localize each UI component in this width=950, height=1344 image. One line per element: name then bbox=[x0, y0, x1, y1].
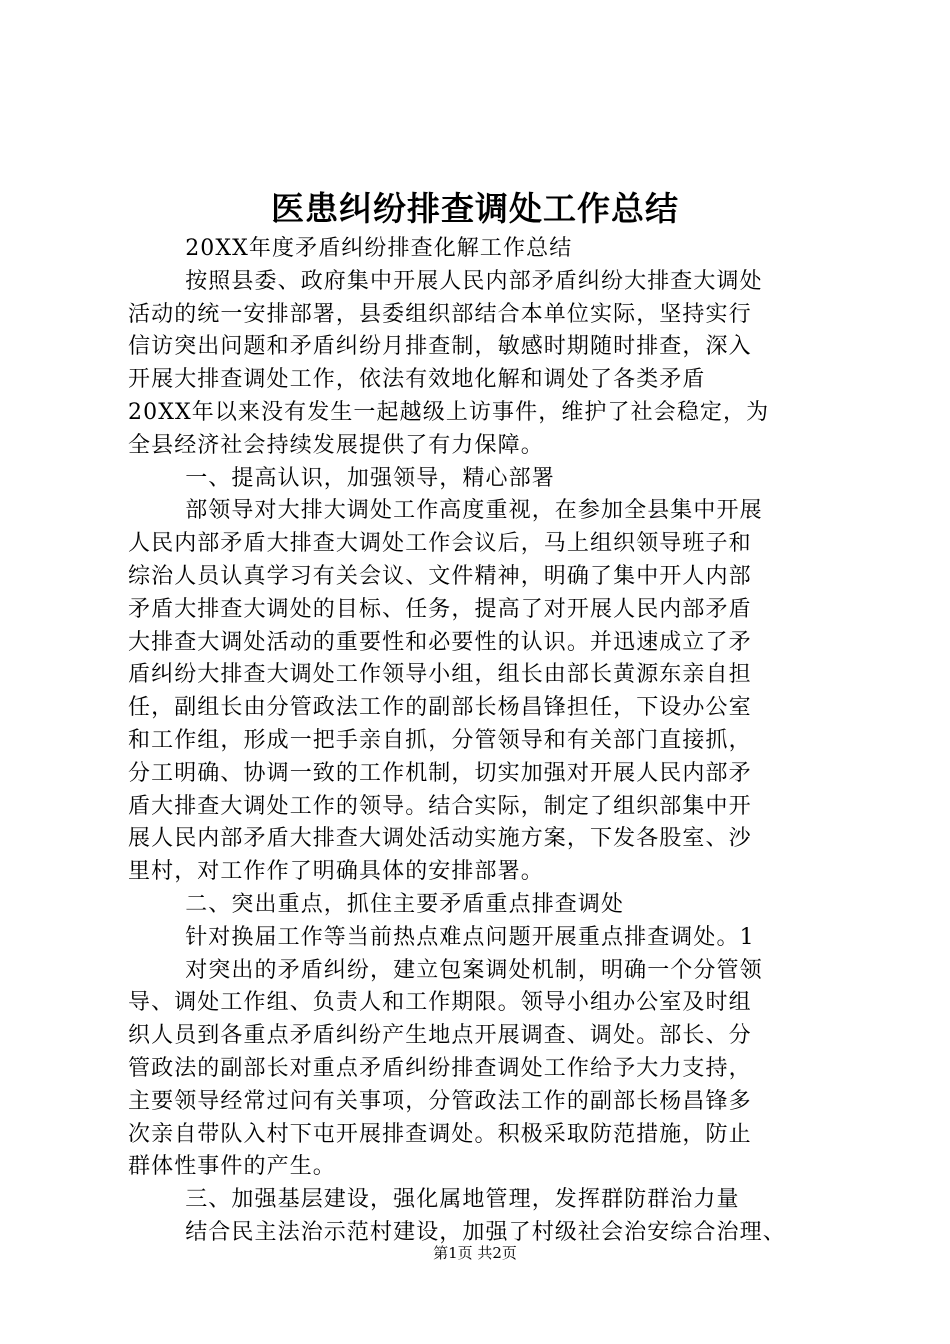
document-body bbox=[128, 233, 840, 1250]
text-line: 大排查大调处活动的重要性和必要性的认识。并迅速成立了矛 bbox=[128, 629, 752, 655]
text-line: 人民内部矛盾大排查大调处工作会议后，马上组织领导班子和 bbox=[128, 531, 752, 557]
text-line: 全县经济社会持续发展提供了有力保障。 bbox=[128, 432, 544, 458]
text-line: 主要领导经常过问有关事项，分管政法工作的副部长杨昌锋多 bbox=[128, 1088, 752, 1114]
text-line: 盾大排查大调处工作的领导。结合实际，制定了组织部集中开 bbox=[128, 793, 752, 819]
text-line: 一、提高认识，加强领导，精心部署 bbox=[185, 465, 555, 491]
text-line: 部领导对大排大调处工作高度重视，在参加全县集中开展 bbox=[185, 498, 763, 524]
text-line: 盾纠纷大排查大调处工作领导小组，组长由部长黄源东亲自担 bbox=[128, 662, 752, 688]
text-line: 三、加强基层建设，强化属地管理，发挥群防群治力量 bbox=[185, 1187, 740, 1213]
text-line: 织人员到各重点矛盾纠纷产生地点开展调查、调处。部长、分 bbox=[128, 1023, 752, 1049]
text-line: 展人民内部矛盾大排查大调处活动实施方案，下发各股室、沙 bbox=[128, 826, 752, 852]
page-title: 医患纠纷排查调处工作总结 bbox=[271, 189, 679, 228]
text-line: 管政法的副部长对重点矛盾纠纷排查调处工作给予大力支持， bbox=[128, 1055, 752, 1081]
text-line: 里村，对工作作了明确具体的安排部署。 bbox=[128, 859, 544, 885]
text-line: 20XX年以来没有发生一起越级上访事件，维护了社会稳定，为 bbox=[128, 399, 770, 425]
text-line: 和工作组，形成一把手亲自抓，分管领导和有关部门直接抓， bbox=[128, 727, 752, 753]
text-line: 信访突出问题和矛盾纠纷月排查制，敏感时期随时排查，深入 bbox=[128, 334, 752, 360]
text-line: 开展大排查调处工作，依法有效地化解和调处了各类矛盾 bbox=[128, 367, 706, 393]
text-line: 分工明确、协调一致的工作机制，切实加强对开展人民内部矛 bbox=[128, 760, 752, 786]
text-line: 20XX年度矛盾纠纷排查化解工作总结 bbox=[185, 236, 573, 261]
text-line: 任，副组长由分管政法工作的副部长杨昌锋担任，下设办公室 bbox=[128, 695, 752, 721]
text-line: 活动的统一安排部署，县委组织部结合本单位实际，坚持实行 bbox=[128, 301, 752, 327]
text-line: 针对换届工作等当前热点难点问题开展重点排查调处。1 bbox=[185, 924, 755, 950]
text-line: 按照县委、政府集中开展人民内部矛盾纠纷大排查大调处 bbox=[185, 268, 763, 294]
text-line: 综治人员认真学习有关会议、文件精神，明确了集中开人内部 bbox=[128, 563, 752, 589]
text-line: 群体性事件的产生。 bbox=[128, 1154, 336, 1180]
text-line: 二、突出重点，抓住主要矛盾重点排查调处 bbox=[185, 891, 625, 917]
text-line: 导、调处工作组、负责人和工作期限。领导小组办公室及时组 bbox=[128, 990, 752, 1016]
text-line: 结合民主法治示范村建设，加强了村级社会治安综合治理、 bbox=[185, 1219, 786, 1245]
page-footer: 第1页 共2页 bbox=[433, 1244, 517, 1262]
text-line: 矛盾大排查大调处的目标、任务，提高了对开展人民内部矛盾 bbox=[128, 596, 752, 622]
text-line: 次亲自带队入村下屯开展排查调处。积极采取防范措施，防止 bbox=[128, 1121, 752, 1147]
text-line: 对突出的矛盾纠纷，建立包案调处机制，明确一个分管领 bbox=[185, 957, 763, 983]
